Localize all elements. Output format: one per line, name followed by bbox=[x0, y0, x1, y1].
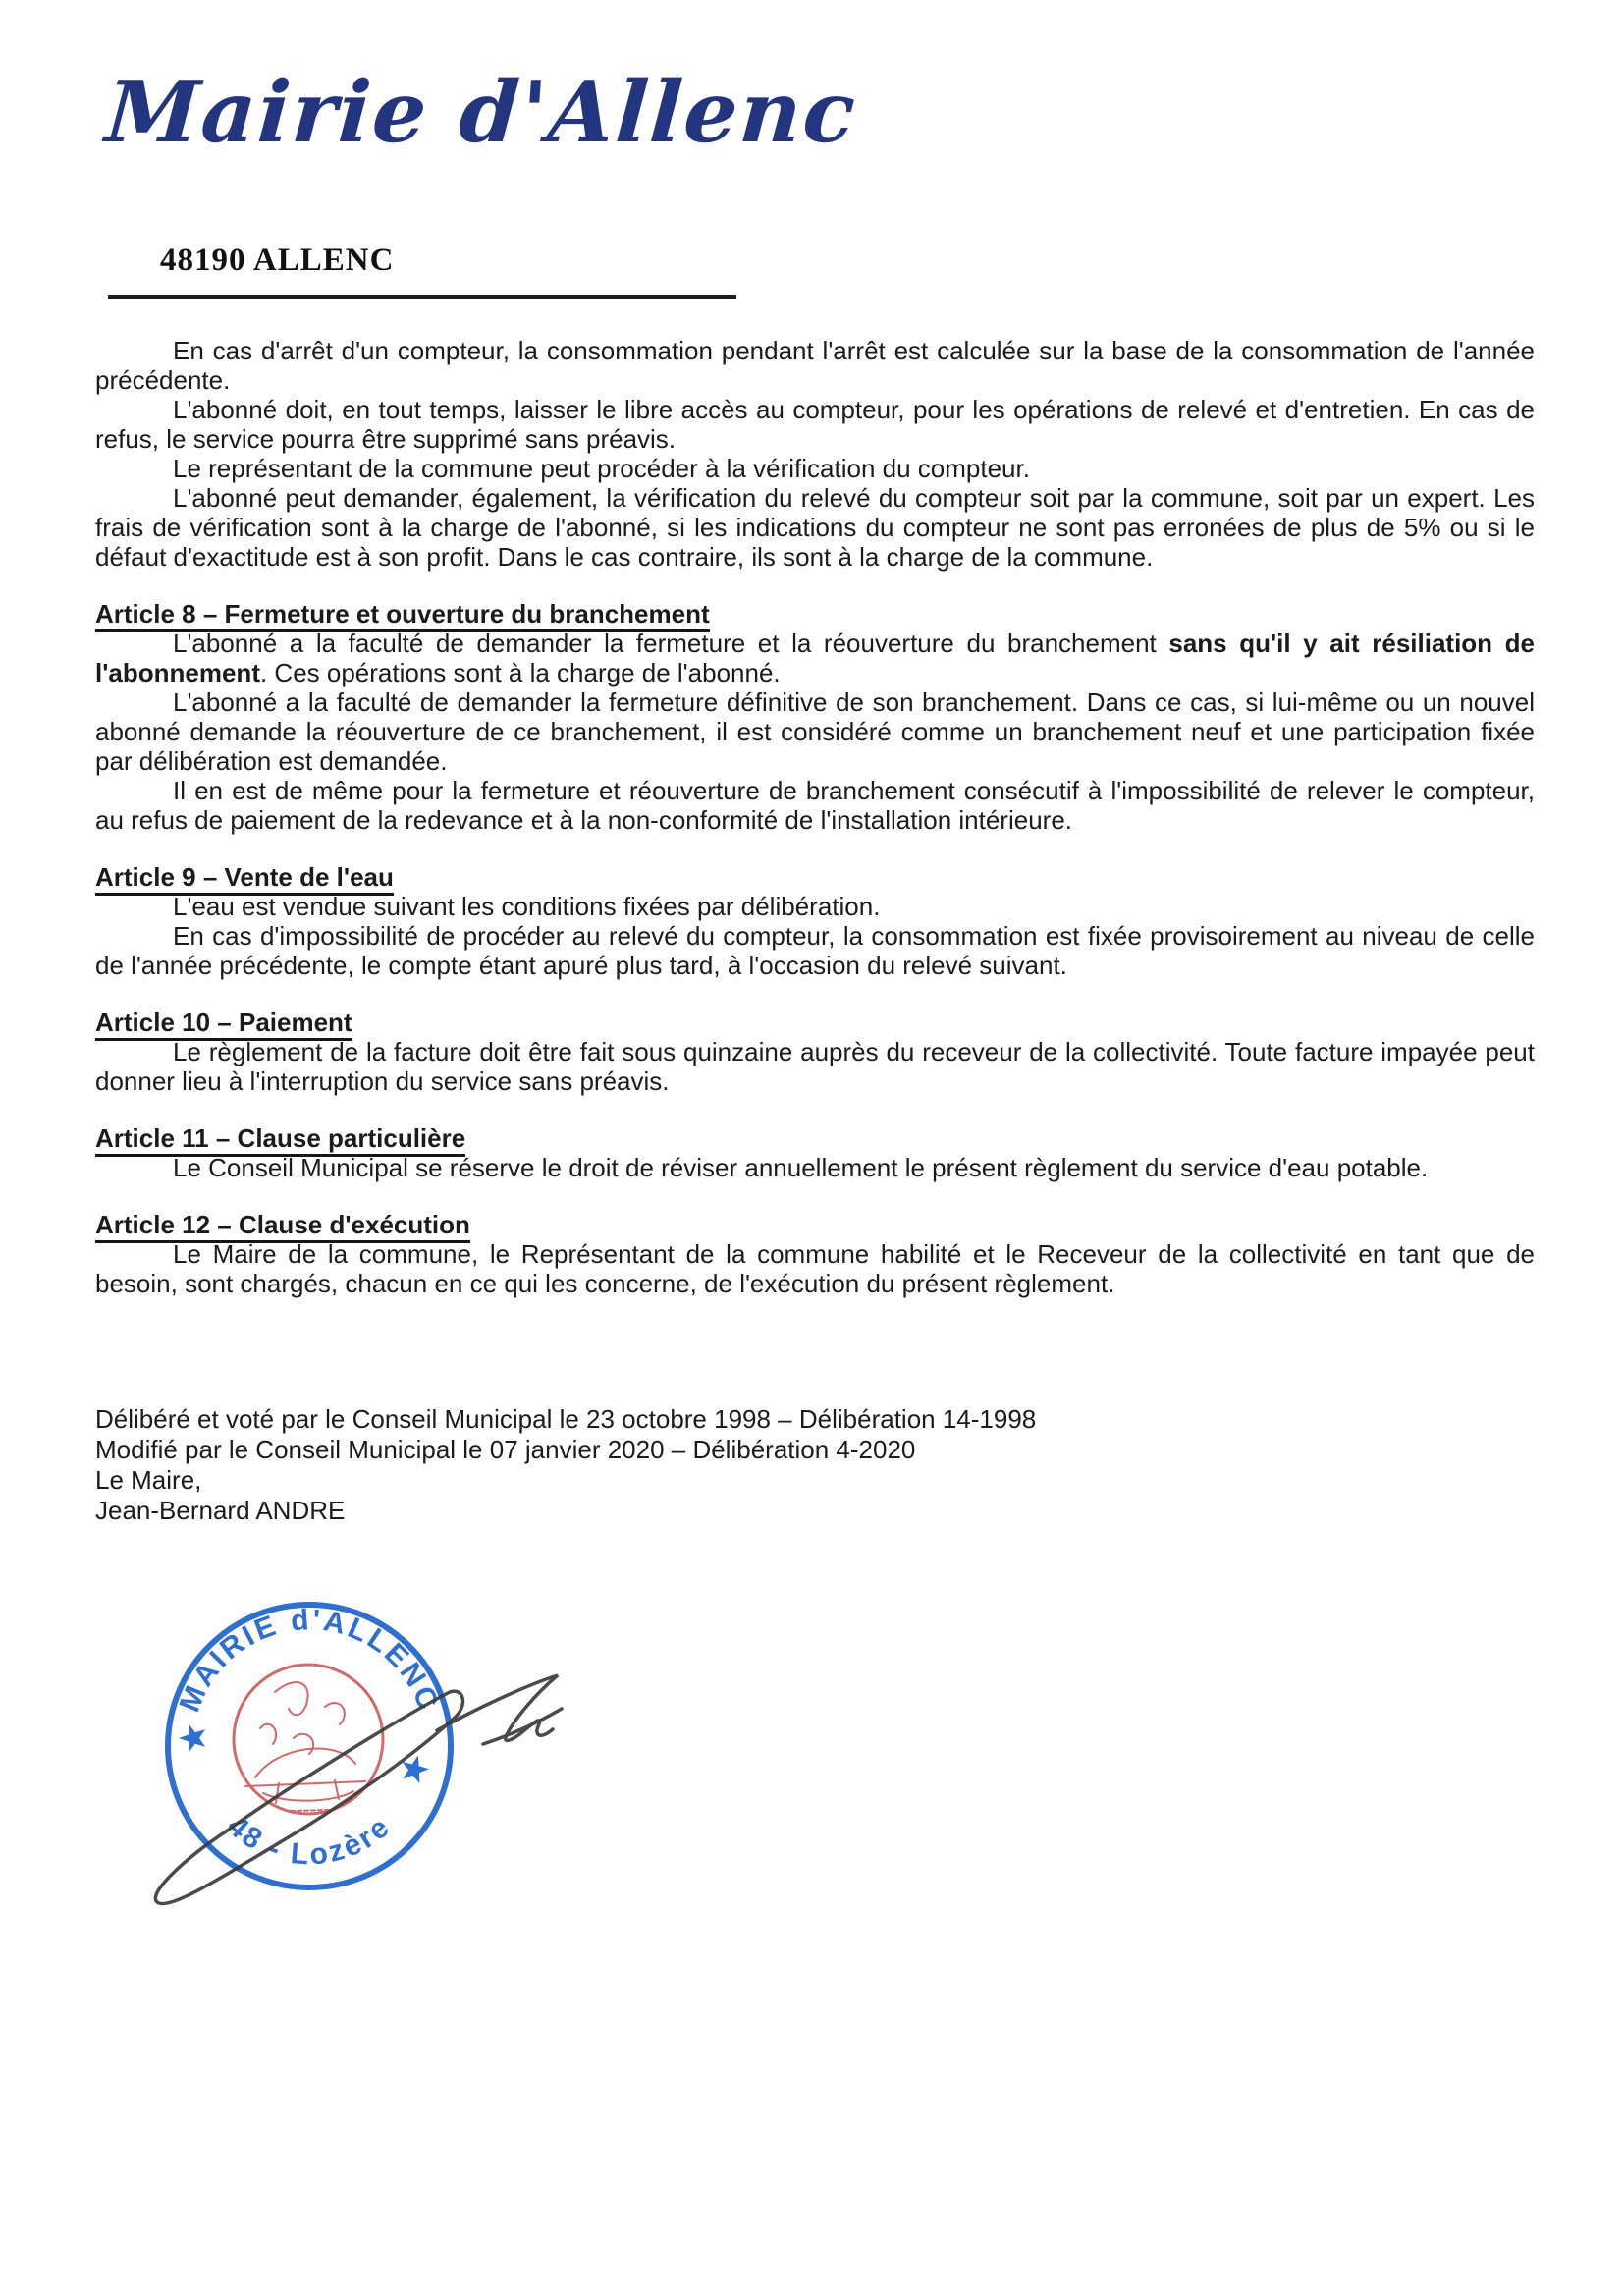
text-run: Le Conseil Municipal se réserve le droit de réviser annuellement le présent règlement du service d'eau potable. bbox=[173, 1153, 1429, 1182]
text-run: Il en est de même pour la fermeture et réouverture de branchement consécutif à l'impossibilité de relever le compteur, au refus de paiement de la redevance et à la non-conformité de l'installation intérieure. bbox=[95, 776, 1535, 835]
document-body bbox=[95, 336, 1535, 1526]
paragraph bbox=[95, 1239, 1535, 1298]
stamp-bottom-textpath: 48 - Lozère bbox=[221, 1809, 398, 1872]
text-run: Le Maire de la commune, le Représentant de la commune habilité et le Receveur de la collectivité en tant que de besoin, sont chargés, chacun en ce qui les concerne, de l'exécution du présent règlement. bbox=[95, 1239, 1535, 1298]
paragraph bbox=[95, 336, 1535, 395]
closing-block bbox=[95, 1404, 1535, 1526]
text-run: L'abonné a la faculté de demander la fermeture et la réouverture du branchement bbox=[173, 629, 1169, 658]
article-section bbox=[95, 1210, 1535, 1298]
article-title-text: Article 10 – Paiement bbox=[95, 1008, 352, 1041]
paragraph bbox=[95, 776, 1535, 835]
postal-address: 48190 ALLENC bbox=[160, 243, 395, 278]
signature bbox=[155, 1675, 562, 1904]
article-title bbox=[95, 862, 1535, 892]
text-run: . Ces opérations sont à la charge de l'abonné. bbox=[259, 658, 781, 687]
article-section bbox=[95, 862, 1535, 980]
text-run: Le représentant de la commune peut procéder à la vérification du compteur. bbox=[173, 454, 1030, 483]
article-title bbox=[95, 599, 1535, 629]
paragraph bbox=[95, 687, 1535, 776]
article-section bbox=[95, 1008, 1535, 1096]
text-run: En cas d'arrêt d'un compteur, la consommation pendant l'arrêt est calculée sur la base de la consommation de l'année précédente. bbox=[95, 336, 1535, 395]
header-rule bbox=[108, 295, 736, 299]
paragraph bbox=[95, 454, 1535, 483]
paragraph bbox=[95, 892, 1535, 921]
article-title bbox=[95, 1210, 1535, 1239]
stamp-top-text bbox=[174, 1604, 446, 1717]
paragraph bbox=[95, 1153, 1535, 1182]
text-run: L'abonné doit, en tout temps, laisser le libre accès au compteur, pour les opérations de relevé et d'entretien. En cas de refus, le service pourra être supprimé sans préavis. bbox=[95, 395, 1535, 454]
article-section bbox=[95, 599, 1535, 835]
bold-text: sans qu'il y ait résiliation de l'abonnement bbox=[95, 629, 1535, 687]
article-title-text: Article 8 – Fermeture et ouverture du branchement bbox=[95, 599, 710, 632]
text-run: L'abonné a la faculté de demander la fermeture définitive de son branchement. Dans ce cas, si lui-même ou un nouvel abonné demande la réouverture de ce branchement, il est considéré comme un branchement neuf et une participation fixée par délibération est demandée. bbox=[95, 687, 1535, 776]
article-title-text: Article 11 – Clause particulière bbox=[95, 1123, 465, 1157]
text-run: En cas d'impossibilité de procéder au relevé du compteur, la consommation est fixée provisoirement au niveau de celle de l'année précédente, le compte étant apuré plus tard, à l'occasion du relevé suivant. bbox=[95, 921, 1535, 980]
paragraph bbox=[95, 395, 1535, 454]
article-title-text: Article 9 – Vente de l'eau bbox=[95, 862, 394, 896]
paragraph bbox=[95, 1037, 1535, 1096]
stamp-and-signature bbox=[98, 1591, 589, 1935]
stamp-star-right-icon bbox=[398, 1752, 432, 1785]
closing-line: Modifié par le Conseil Municipal le 07 janvier 2020 – Délibération 4-2020 bbox=[95, 1435, 916, 1464]
closing-line: Le Maire, bbox=[95, 1465, 202, 1495]
closing-line: Jean-Bernard ANDRE bbox=[95, 1496, 346, 1525]
stamp-svg bbox=[98, 1591, 589, 1935]
paragraph bbox=[95, 629, 1535, 687]
text-run: Le règlement de la facture doit être fait sous quinzaine auprès du receveur de la collectivité. Toute facture impayée peut donner lieu à l'interruption du service sans préavis. bbox=[95, 1037, 1535, 1096]
closing-line: Délibéré et voté par le Conseil Municipal le 23 octobre 1998 – Délibération 14-1998 bbox=[95, 1404, 1037, 1434]
paragraph bbox=[95, 921, 1535, 980]
text-run: L'abonné peut demander, également, la vérification du relevé du compteur soit par la commune, soit par un expert. Les frais de vérification sont à la charge de l'abonné, si les indications du compteur ne sont pas erronées de plus de 5% ou si le défaut d'exactitude est à son profit. Dans le cas contraire, ils sont à la charge de la commune. bbox=[95, 483, 1535, 572]
article-title bbox=[95, 1123, 1535, 1153]
article-title-text: Article 12 – Clause d'exécution bbox=[95, 1210, 470, 1243]
stamp-top-textpath: MAIRIE d'ALLENC bbox=[173, 1604, 446, 1717]
intro-paragraphs bbox=[95, 336, 1535, 572]
articles-container bbox=[95, 599, 1535, 1298]
paragraph bbox=[95, 483, 1535, 572]
mairie-logo: Mairie d'Allenc bbox=[102, 63, 860, 162]
article-section bbox=[95, 1123, 1535, 1182]
article-title bbox=[95, 1008, 1535, 1037]
stamp-star-left-icon bbox=[176, 1720, 211, 1754]
text-run: L'eau est vendue suivant les conditions fixées par délibération. bbox=[173, 892, 881, 921]
